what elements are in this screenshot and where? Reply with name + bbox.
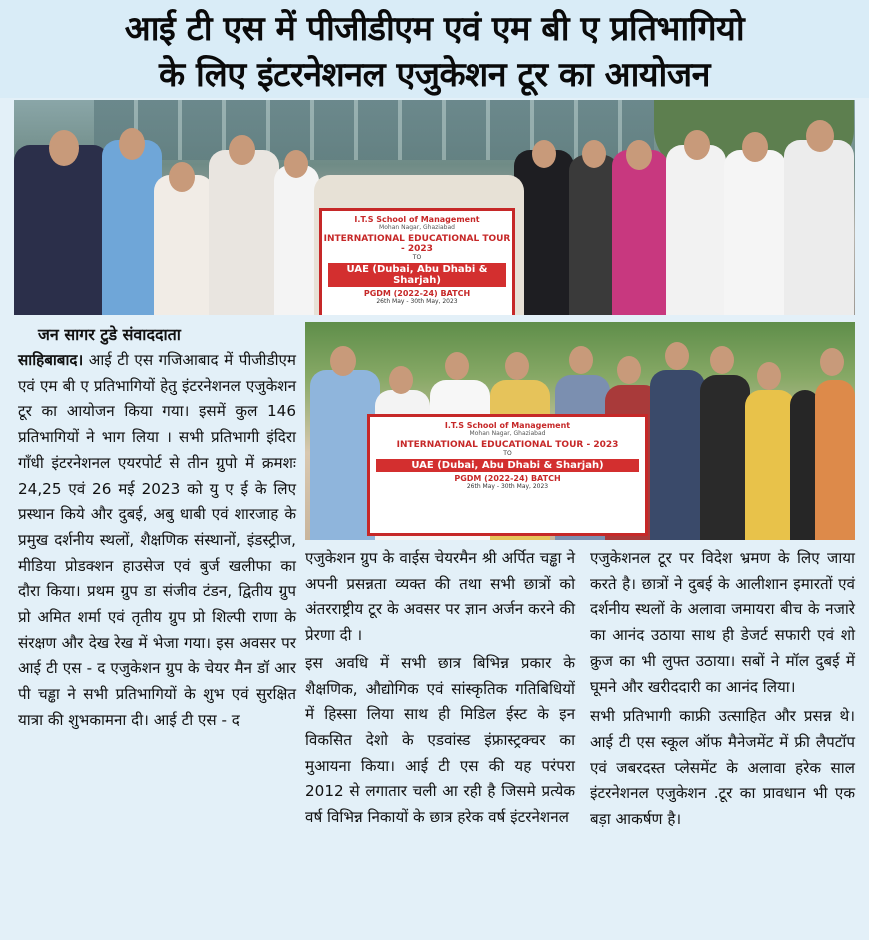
column-2-para-2: इस अवधि में सभी छात्र बिभिन्न प्रकार के शैक्षणिक, औद्योगिक एवं सांस्कृतिक गतिबिधियों में हिस्सा लिया साथ ही मिडिल ईस्ट के इन विकसित देशो के एडवांस्ड इंफ्रास्ट्रक्चर का मुआयना किया। आई टी एस की यह परंपरा 2012 से लगातार चली आ रही है जिसमे प्रत्येक वर्ष विभिन्न निकायों के छात्र हरेक वर्ष इंटरनेशनल — [305, 653, 575, 827]
article-column-3 — [590, 546, 855, 833]
banner-dates: 26th May - 30th May, 2023 — [466, 483, 549, 490]
banner-destination: UAE (Dubai, Abu Dhabi & Sharjah) — [328, 263, 506, 287]
banner-to: TO — [503, 450, 512, 457]
headline-line-1: आई टी एस में पीजीडीएम एवं एम बी ए प्रतिभागियो — [124, 9, 745, 49]
banner-batch: PGDM (2022-24) BATCH — [454, 474, 561, 483]
banner-school: I.T.S School of Management — [444, 421, 571, 430]
column-1-body: आई टी एस गजिआबाद में पीजीडीएम एवं एम बी ए प्रतिभागियों हेतु इंटरनेशनल एजुकेशन टूर का आयोजन किया गया। इसमें कुल 146 प्रतिभागियों ने भाग लिया । सभी प्रतिभागी इंदिरा गाँधी इंटरनेशनल एयरपोर्ट से तीन ग्रुपो में क्रमशः 24,25 एवं 26 मई 2023 को यु ए ई के लिए प्रस्थान किये और दुबई, अबु धाबी एवं शारजाह के प्रमुख दर्शनीय स्थलों, शैक्षणिक संस्थानों, इंडस्ट्रीज, मीडिया प्रोडक्शन हाउसेज एवं बुर्ज खलीफा का दौरा किया। प्रथम ग्रुप डा संजीव टंडन, द्वितीय ग्रुप प्रो अमित शर्मा एवं तृतीय ग्रुप प्रो शिल्पी राणा के संरक्षण और देख रेख में भेजा गया। इस अवसर पर आई टी एस - द एजुकेशन ग्रुप के चेयर मैन डॉ आर पी चड्ढा ने सभी प्रतिभागियों के शुभ एवं सुरक्षित यात्रा की शुभकामना दी। आई टी एस - द — [18, 351, 297, 729]
column-3-para-1: एजुकेशनल टूर पर विदेश भ्रमण के लिए जाया करते है। छात्रों ने दुबई के आलीशान इमारतों एवं दर्शनीय स्थलों के अलावा जमायरा बीच के नजारे का आनंद उठाया साथ ही डेजर्ट सफारी एवं शो क्रुज का भी लुफ्त उठाया। सबों ने मॉल दुबई में घूमने और खरीददारी का आनंद लिया। — [590, 549, 855, 696]
banner-destination: UAE (Dubai, Abu Dhabi & Sharjah) — [376, 459, 639, 472]
column-1-text — [18, 348, 296, 734]
banner-tour: INTERNATIONAL EDUCATIONAL TOUR - 2023 — [323, 234, 511, 254]
dateline: साहिबाबाद। — [18, 351, 84, 369]
banner-place: Mohan Nagar, Ghaziabad — [379, 224, 455, 231]
headline — [0, 0, 869, 98]
banner-batch: PGDM (2022-24) BATCH — [363, 289, 471, 298]
banner-school: I.T.S School of Management — [354, 215, 480, 224]
banner-dates: 26th May - 30th May, 2023 — [376, 298, 458, 305]
column-3-para-2: सभी प्रतिभागी काफ्री उत्साहित और प्रसन्न थे। आई टी एस स्कूल ऑफ मैनेजमेंट में फ्री लैपटॉप एवं जबरदस्त प्लेसमेंट के अलावा हरेक साल इंटरनेशनल एजुकेशन .टूर का प्रावधान भी एक बड़ा आकर्षण है। — [590, 707, 855, 829]
banner-place: Mohan Nagar, Ghaziabad — [469, 430, 546, 437]
banner-to: TO — [412, 254, 422, 261]
byline: जन सागर टुडे संवाददाता — [38, 325, 181, 344]
tour-banner-top — [319, 208, 515, 315]
column-2-para-1: एजुकेशन ग्रुप के वाईस चेयरमैन श्री अर्पित चड्ढा ने अपनी प्रसन्नता व्यक्त की तथा सभी छात्रों को अंतरराष्ट्रीय टूर के अवसर पर ज्ञान अर्जन करने की प्रेरणा दी । — [305, 549, 575, 645]
group-photo-top — [14, 100, 855, 315]
article-column-2 — [305, 546, 575, 831]
group-photo-bottom — [305, 322, 855, 540]
article-column-1 — [18, 322, 296, 734]
tour-banner-bottom — [367, 414, 648, 536]
banner-tour: INTERNATIONAL EDUCATIONAL TOUR - 2023 — [396, 440, 619, 450]
headline-line-2: के लिए इंटरनेशनल एजुकेशन टूर का आयोजन — [159, 55, 710, 95]
